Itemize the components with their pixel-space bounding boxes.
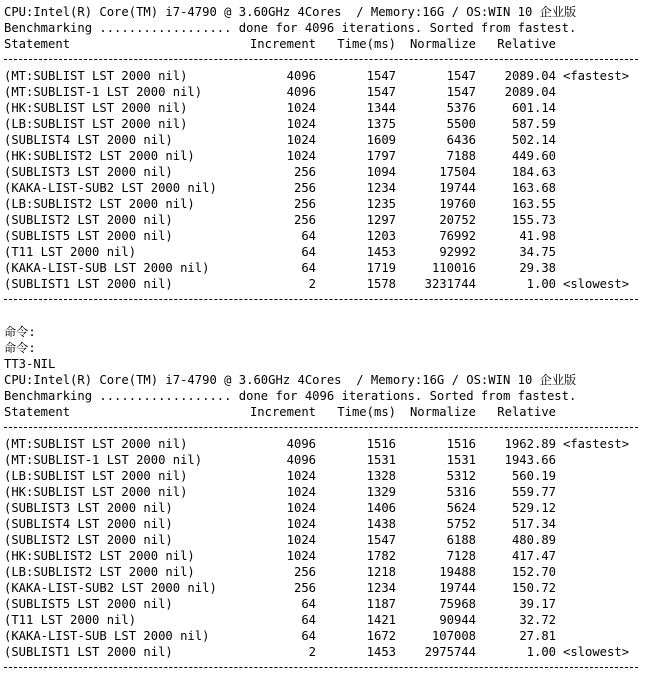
row-value: 2	[308, 645, 316, 659]
row-value: 560.19	[511, 469, 556, 483]
row-rank-tag: <slowest>	[563, 277, 630, 291]
row-value: 1375	[366, 117, 396, 131]
row-value: 1235	[366, 197, 396, 211]
row-value: 6436	[446, 133, 476, 147]
row-value: 1531	[366, 453, 396, 467]
row-value: 34.75	[519, 245, 556, 259]
row-value: 1547	[446, 85, 476, 99]
row-value: 163.55	[511, 197, 556, 211]
row-value: 184.63	[511, 165, 556, 179]
row-value: 1024	[286, 485, 316, 499]
row-value: 1.00	[526, 277, 556, 291]
row-value: 449.60	[511, 149, 556, 163]
row-value: 256	[293, 581, 316, 595]
row-value: 1024	[286, 533, 316, 547]
dashed-separator	[4, 427, 638, 428]
row-value: 1297	[366, 213, 396, 227]
header-normalize: Normalize	[409, 405, 476, 419]
row-value: 1672	[366, 629, 396, 643]
row-statement: (SUBLIST1 LST 2000 nil)	[4, 645, 173, 659]
row-statement: (SUBLIST4 LST 2000 nil)	[4, 517, 173, 531]
row-value: 1024	[286, 101, 316, 115]
row-value: 5752	[446, 517, 476, 531]
row-statement: (MT:SUBLIST-1 LST 2000 nil)	[4, 85, 203, 99]
row-value: 75968	[439, 597, 476, 611]
header-increment: Increment	[249, 37, 316, 51]
row-value: 1943.66	[504, 453, 556, 467]
row-value: 1344	[366, 101, 396, 115]
row-statement: (SUBLIST2 LST 2000 nil)	[4, 533, 173, 547]
row-value: 1.00	[526, 645, 556, 659]
row-value: 2089.04	[504, 69, 556, 83]
dashed-separator	[4, 299, 638, 300]
row-value: 502.14	[511, 133, 556, 147]
row-rank-tag: <fastest>	[563, 437, 630, 451]
row-statement: (LB:SUBLIST2 LST 2000 nil)	[4, 197, 195, 211]
row-value: 417.47	[511, 549, 556, 563]
row-value: 1547	[366, 85, 396, 99]
row-value: 64	[301, 613, 316, 627]
row-value: 19744	[439, 581, 476, 595]
row-value: 1024	[286, 117, 316, 131]
row-value: 1024	[286, 469, 316, 483]
row-value: 1094	[366, 165, 396, 179]
row-value: 256	[293, 197, 316, 211]
dashed-separator	[4, 667, 638, 668]
row-value: 4096	[286, 85, 316, 99]
row-value: 2089.04	[504, 85, 556, 99]
row-value: 1187	[366, 597, 396, 611]
row-value: 1531	[446, 453, 476, 467]
row-value: 1329	[366, 485, 396, 499]
row-statement: (KAKA-LIST-SUB2 LST 2000 nil)	[4, 581, 217, 595]
row-value: 27.81	[519, 629, 556, 643]
row-statement: (SUBLIST1 LST 2000 nil)	[4, 277, 173, 291]
row-value: 5376	[446, 101, 476, 115]
row-value: 29.38	[519, 261, 556, 275]
row-value: 1962.89	[504, 437, 556, 451]
row-statement: (T11 LST 2000 nil)	[4, 613, 137, 627]
row-value: 1328	[366, 469, 396, 483]
row-value: 1547	[366, 69, 396, 83]
row-value: 1024	[286, 149, 316, 163]
header-statement: Statement	[4, 37, 71, 51]
row-statement: (SUBLIST5 LST 2000 nil)	[4, 597, 173, 611]
row-value: 5316	[446, 485, 476, 499]
row-statement: (T11 LST 2000 nil)	[4, 245, 137, 259]
row-value: 4096	[286, 453, 316, 467]
row-value: 7188	[446, 149, 476, 163]
row-statement: (HK:SUBLIST LST 2000 nil)	[4, 485, 188, 499]
row-value: 559.77	[511, 485, 556, 499]
header-time: Time(ms)	[337, 37, 396, 51]
row-value: 517.34	[511, 517, 556, 531]
row-value: 64	[301, 597, 316, 611]
row-value: 19744	[439, 181, 476, 195]
row-value: 4096	[286, 437, 316, 451]
row-value: 19488	[439, 565, 476, 579]
row-statement: (HK:SUBLIST LST 2000 nil)	[4, 101, 188, 115]
row-value: 7128	[446, 549, 476, 563]
row-value: 41.98	[519, 229, 556, 243]
row-value: 20752	[439, 213, 476, 227]
header-increment: Increment	[249, 405, 316, 419]
row-statement: (SUBLIST3 LST 2000 nil)	[4, 165, 173, 179]
row-value: 90944	[439, 613, 476, 627]
row-value: 64	[301, 245, 316, 259]
row-value: 1024	[286, 549, 316, 563]
benchmark-summary-line: Benchmarking .................. done for 4096 iterations. Sorted from fastest.	[4, 389, 577, 403]
header-relative: Relative	[497, 37, 556, 51]
row-value: 1516	[366, 437, 396, 451]
cpu-info-line: CPU:Intel(R) Core(TM) i7-4790 @ 3.60GHz 4Cores / Memory:16G / OS:WIN 10 企业版	[4, 5, 577, 19]
row-value: 1203	[366, 229, 396, 243]
header-relative: Relative	[497, 405, 556, 419]
row-value: 1453	[366, 245, 396, 259]
row-rank-tag: <slowest>	[563, 645, 630, 659]
header-normalize: Normalize	[409, 37, 476, 51]
row-value: 110016	[431, 261, 476, 275]
row-statement: (LB:SUBLIST LST 2000 nil)	[4, 469, 188, 483]
row-value: 1578	[366, 277, 396, 291]
row-value: 480.89	[511, 533, 556, 547]
command-name: TT3-NIL	[4, 357, 56, 371]
row-value: 3231744	[424, 277, 476, 291]
row-value: 1024	[286, 517, 316, 531]
row-statement: (SUBLIST5 LST 2000 nil)	[4, 229, 173, 243]
row-statement: (LB:SUBLIST2 LST 2000 nil)	[4, 565, 195, 579]
row-rank-tag: <fastest>	[563, 69, 630, 83]
dashed-separator	[4, 59, 638, 60]
benchmark-summary-line: Benchmarking .................. done for 4096 iterations. Sorted from fastest.	[4, 21, 577, 35]
row-value: 163.68	[511, 181, 556, 195]
row-statement: (SUBLIST4 LST 2000 nil)	[4, 133, 173, 147]
row-value: 1234	[366, 581, 396, 595]
row-value: 1453	[366, 645, 396, 659]
row-statement: (LB:SUBLIST LST 2000 nil)	[4, 117, 188, 131]
row-value: 64	[301, 629, 316, 643]
row-value: 256	[293, 165, 316, 179]
row-value: 1234	[366, 181, 396, 195]
row-value: 155.73	[511, 213, 556, 227]
row-statement: (KAKA-LIST-SUB LST 2000 nil)	[4, 629, 210, 643]
command-prompt: 命令:	[4, 341, 36, 355]
row-statement: (MT:SUBLIST LST 2000 nil)	[4, 437, 188, 451]
row-value: 1218	[366, 565, 396, 579]
row-value: 39.17	[519, 597, 556, 611]
row-value: 32.72	[519, 613, 556, 627]
row-value: 256	[293, 181, 316, 195]
row-value: 1516	[446, 437, 476, 451]
row-value: 1438	[366, 517, 396, 531]
row-value: 5624	[446, 501, 476, 515]
row-value: 256	[293, 565, 316, 579]
row-value: 1609	[366, 133, 396, 147]
row-value: 152.70	[511, 565, 556, 579]
row-statement: (HK:SUBLIST2 LST 2000 nil)	[4, 149, 195, 163]
row-value: 256	[293, 213, 316, 227]
row-value: 5500	[446, 117, 476, 131]
row-value: 150.72	[511, 581, 556, 595]
row-statement: (SUBLIST3 LST 2000 nil)	[4, 501, 173, 515]
row-value: 19760	[439, 197, 476, 211]
row-value: 1547	[366, 533, 396, 547]
row-value: 17504	[439, 165, 476, 179]
row-statement: (HK:SUBLIST2 LST 2000 nil)	[4, 549, 195, 563]
row-value: 587.59	[511, 117, 556, 131]
row-value: 6188	[446, 533, 476, 547]
row-value: 1024	[286, 133, 316, 147]
row-value: 1719	[366, 261, 396, 275]
header-statement: Statement	[4, 405, 71, 419]
row-value: 4096	[286, 69, 316, 83]
row-statement: (MT:SUBLIST LST 2000 nil)	[4, 69, 188, 83]
row-value: 1782	[366, 549, 396, 563]
row-value: 76992	[439, 229, 476, 243]
command-prompt: 命令:	[4, 325, 36, 339]
row-value: 1024	[286, 501, 316, 515]
row-value: 1797	[366, 149, 396, 163]
row-statement: (SUBLIST2 LST 2000 nil)	[4, 213, 173, 227]
row-value: 1421	[366, 613, 396, 627]
row-value: 107008	[431, 629, 476, 643]
row-value: 64	[301, 261, 316, 275]
row-value: 1547	[446, 69, 476, 83]
header-time: Time(ms)	[337, 405, 396, 419]
row-value: 5312	[446, 469, 476, 483]
row-statement: (KAKA-LIST-SUB LST 2000 nil)	[4, 261, 210, 275]
row-value: 2	[308, 277, 316, 291]
cpu-info-line: CPU:Intel(R) Core(TM) i7-4790 @ 3.60GHz 4Cores / Memory:16G / OS:WIN 10 企业版	[4, 373, 577, 387]
row-value: 601.14	[511, 101, 556, 115]
row-value: 1406	[366, 501, 396, 515]
row-value: 2975744	[424, 645, 476, 659]
row-value: 64	[301, 229, 316, 243]
row-statement: (KAKA-LIST-SUB2 LST 2000 nil)	[4, 181, 217, 195]
row-value: 92992	[439, 245, 476, 259]
row-statement: (MT:SUBLIST-1 LST 2000 nil)	[4, 453, 203, 467]
row-value: 529.12	[511, 501, 556, 515]
